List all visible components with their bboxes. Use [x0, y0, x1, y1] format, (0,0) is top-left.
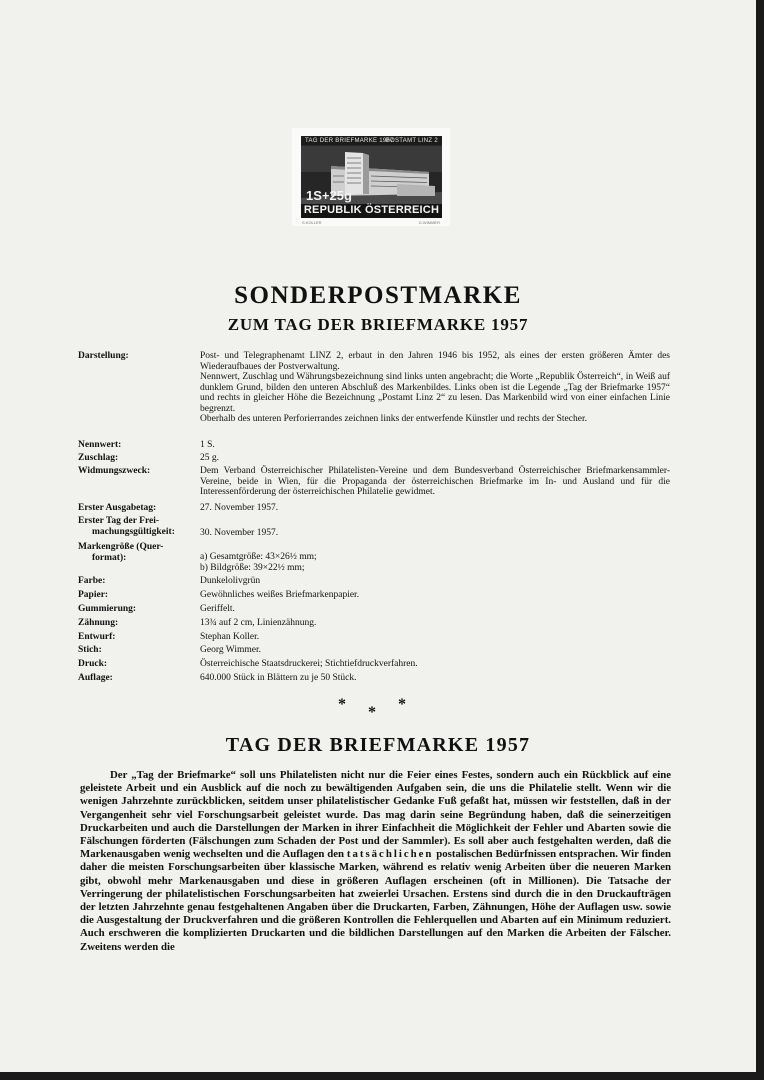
- label-auflage: Auflage:: [78, 673, 113, 683]
- label-groesse-line-2: format):: [92, 552, 127, 563]
- darstellung-line-1: Post- und Telegraphenamt LINZ 2, erbaut in den Jahren 1946 bis 1952, als eines der ersten größeren Ämter des Wiederaufbaues der Postverwaltung.: [200, 351, 670, 372]
- darstellung-line-2: Nennwert, Zuschlag und Währungsbezeichnung sind links unten angebracht; die Worte „Republik Österreich“, in Weiß auf dunklem Grund, bilden den unteren Abschluß des Markenbildes. Links oben ist die Legende „Tag der Briefmarke 1957“ und rechts in gleicher Höhe die Bezeichnung „Postamt Linz 2“ zu lesen. Das Markenbild wird von einer einfachen Linie begrenzt.: [200, 372, 670, 414]
- page-title: SONDERPOSTMARKE: [234, 282, 522, 309]
- value-markengroesse: [200, 552, 670, 573]
- label-stich: Stich:: [78, 645, 102, 655]
- value-stich: Georg Wimmer.: [200, 645, 262, 655]
- label-darstellung: Darstellung:: [78, 351, 129, 361]
- label-druck: Druck:: [78, 659, 108, 669]
- value-zaehnung: 13¾ auf 2 cm, Linienzähnung.: [200, 618, 317, 628]
- section-divider-stars: [330, 696, 430, 721]
- label-frankaturgueltigkeit: [78, 516, 198, 537]
- label-entwurf: Entwurf:: [78, 632, 116, 642]
- stamp-designer-signature: S.KOLLER: [302, 220, 322, 225]
- label-widmungszweck: Widmungszweck:: [78, 466, 151, 476]
- groesse-bild: b) Bildgröße: 39×22½ mm;: [200, 562, 305, 573]
- label-erster-ausgabetag: Erster Ausgabetag:: [78, 503, 157, 513]
- darstellung-line-3: Oberhalb des unteren Perforierrandes zeichnen links der entwerfende Künstler und rechts der Stecher.: [200, 414, 587, 424]
- value-frankaturgueltigkeit: 30. November 1957.: [200, 528, 279, 538]
- article-text-part-1: Der „Tag der Briefmarke“ soll uns Philatelisten nicht nur die Feier eines Festes, sondern auch ein Rückblick auf eine geleistete Arbeit und ein Ausblick auf die noch zu bewältigenden Aufgaben sein, die uns die Philatelie stellt. Wenn wir die wenigen Jahrzehnte zurückblicken, seitdem unser philatelistischer Gedanke Fuß gefaßt hat, müssen wir feststellen, daß in der Vergangenheit sehr viel Forschungsarbeit geleistet wurde. Das mag darin seine Begründung haben, daß die seinerzeitigen Druckarbeiten und auch die Darstellungen der Marken in ihrer Einfachheit die Möglichkeit der Fehler und Abarten sowie die Fälschungen förderten (Fälschungen zum Schaden der Post und der Sammler). Es soll aber auch festgehalten werden, daß die Markenausgaben wenig wechselten und die Auflagen den: [80, 769, 671, 861]
- divider-star: *: [338, 696, 346, 713]
- value-entwurf: Stephan Koller.: [200, 632, 260, 642]
- label-gueltig-line-2: machungsgültigkeit:: [92, 526, 175, 537]
- label-markengroesse: [78, 542, 198, 563]
- stamp-picture: [301, 136, 442, 218]
- value-nennwert: 1 S.: [200, 440, 215, 450]
- article-text-part-2: postalischen Bedürfnissen entsprachen. Wir finden daher die meisten Forschungsarbeiten über klassische Marken, während es relativ wenig Arbeiten über die neueren Marken gibt, obwohl mehr Markenausgaben und diese in größeren Auflagen erscheinen (oft in Millionen). Die Tatsache der Verringerung der philatelistischen Forschungsarbeiten hat zweierlei Ursachen. Erstens sind durch die in den Druckaufträgen der letzten Jahrzehnte genau festgehaltenen Angaben über die Druckarten, Farben, Zähnungen, Höhe der Auflagen usw. sowie die Ausgestaltung der Druckverfahren und die größeren Kontrollen die Fehlerquellen und Abarten auf ein Minimum reduziert. Auch erschweren die komplizierten Druckarten und die bildlichen Darstellungen auf den Marken die Arbeiten der Fälscher. Zweitens werden die: [80, 848, 671, 953]
- divider-star: *: [368, 704, 376, 721]
- value-papier: Gewöhnliches weißes Briefmarkenpapier.: [200, 590, 360, 600]
- value-darstellung: [200, 351, 670, 425]
- value-zuschlag: 25 g.: [200, 453, 219, 463]
- label-farbe: Farbe:: [78, 576, 106, 586]
- page-subtitle: ZUM TAG DER BRIEFMARKE 1957: [227, 315, 529, 334]
- article-body: [80, 769, 671, 954]
- value-erster-ausgabetag: 27. November 1957.: [200, 503, 279, 513]
- stamp-denomination: 1S+25g: [306, 188, 352, 203]
- divider-star: *: [398, 696, 406, 713]
- article-text-emphasis: tatsächlichen: [346, 848, 434, 861]
- stamp-country-name: REPUBLIK ÖSTERREICH: [303, 204, 440, 216]
- label-gueltig-line-1: Erster Tag der Frei-: [78, 516, 160, 526]
- label-gummierung: Gummierung:: [78, 604, 137, 614]
- stamp-legend-left: TAG DER BRIEFMARKE 1957: [305, 138, 394, 144]
- stamp-engraver-signature: G.WIMMER: [418, 220, 440, 225]
- section-title: TAG DER BRIEFMARKE 1957: [225, 734, 531, 756]
- value-auflage: 640.000 Stück in Blättern zu je 50 Stück.: [200, 673, 357, 683]
- label-groesse-line-1: Markengröße (Quer-: [78, 542, 164, 552]
- label-nennwert: Nennwert:: [78, 440, 122, 450]
- label-zaehnung: Zähnung:: [78, 618, 119, 628]
- label-papier: Papier:: [78, 590, 109, 600]
- value-widmungszweck: Dem Verband Österreichischer Philatelisten-Vereine und dem Bundesverband Österreichischer Briefmarkensammler-Vereine, beide in Wien, für die Propaganda der österreichischen Briefmarke im In- und Ausland und für die Interessenförderung der österreichischen Philatelie gewidmet.: [200, 466, 670, 497]
- value-gummierung: Geriffelt.: [200, 604, 235, 614]
- label-zuschlag: Zuschlag:: [78, 453, 119, 463]
- groesse-gesamt: a) Gesamtgröße: 43×26½ mm;: [200, 552, 317, 562]
- stamp-legend-right: POSTAMT LINZ 2: [385, 138, 438, 144]
- value-farbe: Dunkelolivgrün: [200, 576, 261, 586]
- stamp-image: [292, 128, 450, 226]
- value-druck: Österreichische Staatsdruckerei; Stichtiefdruckverfahren.: [200, 659, 418, 669]
